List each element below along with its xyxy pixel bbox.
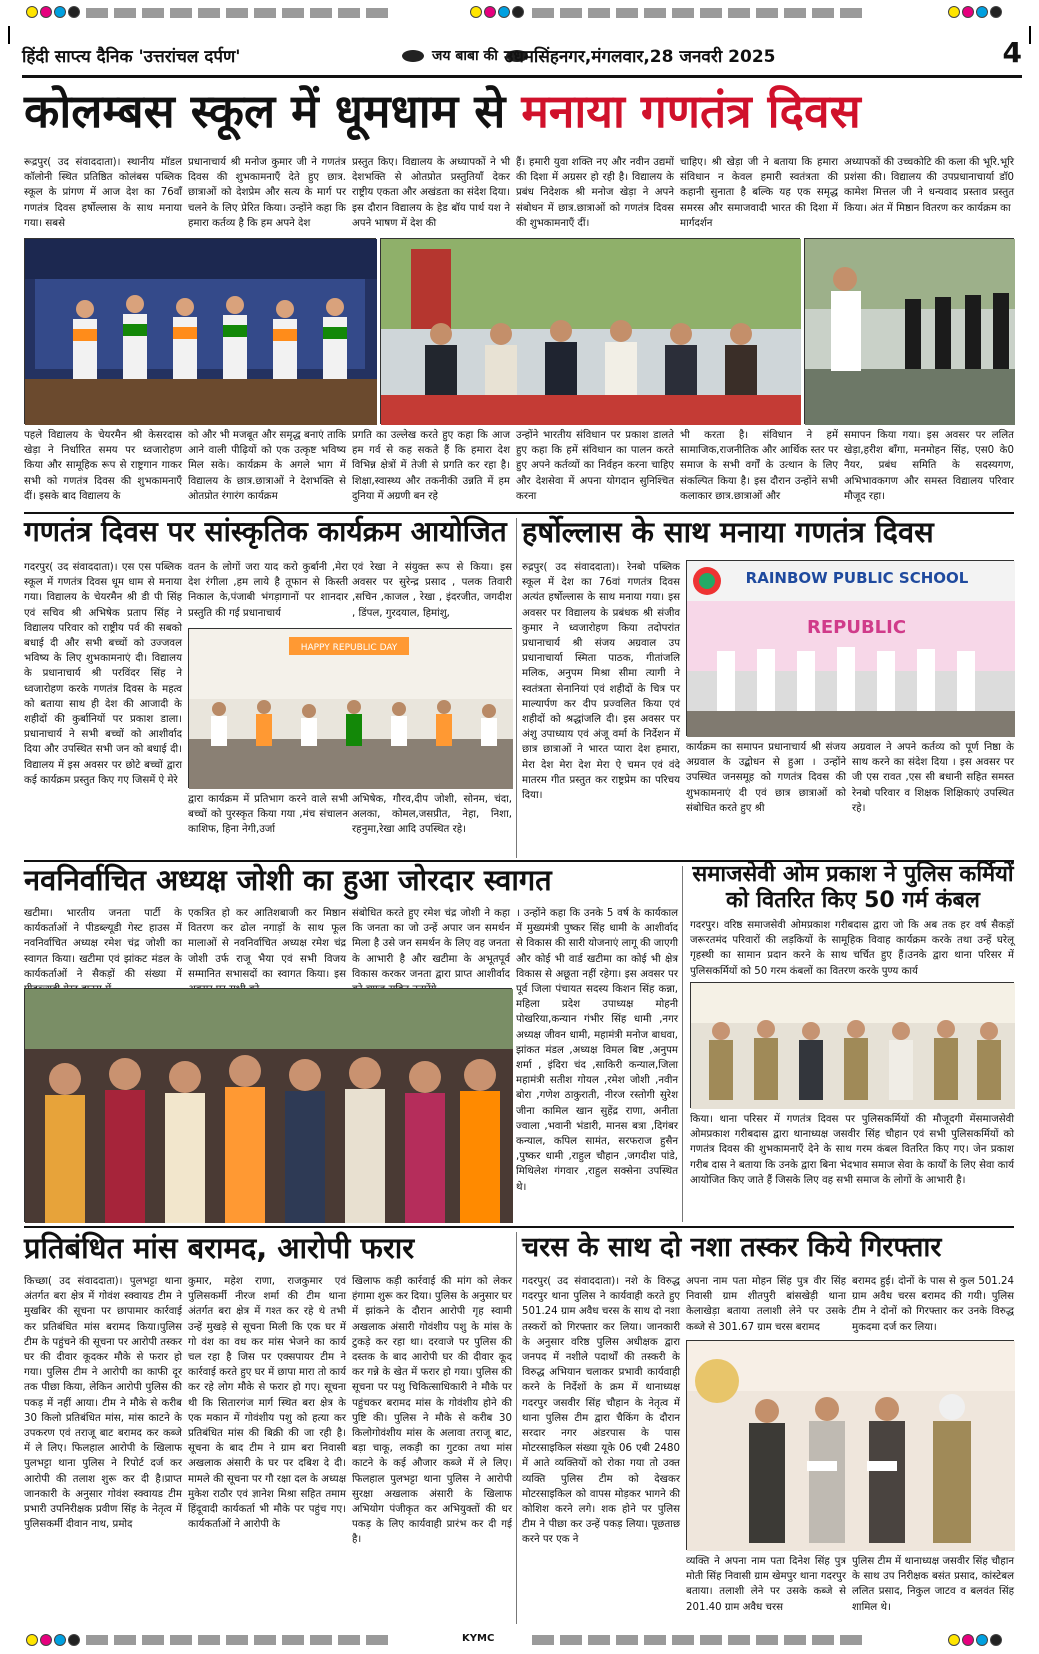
story1-col: चाहिए। श्री खेड़ा जी ने बताया कि हमारा संविधान न केवल हमारी स्वतंत्रता की कहानी सुनाता है बल्कि यह एक समृद्ध समरस और समाजवादी भारत की दिशा में मार्गदर्शन [680, 157, 838, 229]
story2-col: वतन के लोगों जरा याद करो कुर्बानी ,मेरा देश रंगीला ,हम लाये है तूफान से किस्ती निकाल के,पंजाबी भंगड़ागानों पर शानदार प्रस्तुति की गई प्रधानाचार्य [188, 562, 348, 619]
story1-col: भी करता है। संविधान ने हमें सामाजिक,राजनीतिक और आर्थिक स्तर पर समाज के सभी वर्गों के उत्थान के लिए संकल्पित किया है। इस दौरान उन्होंने सभी कलाकार छात्र.छात्राओं और [680, 430, 838, 502]
story4-col: । उन्होंने कहा कि उनके 5 वर्ष के कार्यकाल में मुख्यमंत्री पुष्कर सिंह धामी के आशीर्वाद से विकास की सारी योजनाएं लागू की जाएगी और कोई भी वार्ड खटीमा का कोई भी क्षेत्र विकास से अछूता नहीं रहेगा। इस अवसर पर पूर्व जिला पंचायत सदस्य किशन सिंह कन्ना, महिला प्रदेश उपाध्यक्ष मोहनी पोखरिया,कन्यान गंभीर सिंह धामी ,नगर अध्यक्ष जीवन धामी, महामंत्री मनोज बाधवा, झांकत मंडल ,अध्यक्ष विमल बिष्ट ,अनुपम शर्मा , इंदिरा चंद ,साकिरी कन्याल,जिला महामंत्री सतीश गोयल ,रमेश जोशी ,नवीन बोरा ,गणेश ठाकुराती, नीरज रस्तोगी सुरेश जीना कामिल खान सुहेंद्र राणा, अनीता ज्वाला ,भवानी भंडारी, मानस बत्रा ,दिगंबर कन्याल, कपिल सामंत, सरफराज हुसैन ,पुष्कर धामी ,राहुल चौहान ,जगदीश पांडे, मिथिलेश गंगवार ,राहुल सक्सेना उपस्थित थे। [516, 908, 678, 1193]
slogan-text: जय बाबा की [432, 48, 498, 64]
story7-col: पुलिस टीम में थानाध्यक्ष जसवीर सिंह चौहान के साथ उप निरीक्षक बसंत प्रसाद, कांस्टेबल ललित प्रसाद, निकुल जाटव व बलवंत सिंह शामिल थे। [852, 1556, 1014, 1613]
gray-bars [532, 8, 862, 18]
story1-col: रूद्रपुर( उद संवाददाता)। स्थानीय मॉडल कॉलोनी स्थित प्रतिष्ठित कोलंबस पब्लिक स्कूल के प्रांगण में आज देश का 76वाँ गणतंत्र दिवस हर्षोल्लास के साथ मनाया गया। सबसे [24, 157, 182, 229]
gray-bars [86, 8, 388, 18]
photo-rainbow-school [686, 560, 1014, 736]
story7-headline: चरस के साथ दो नशा तस्कर किये गिरफ्तार [522, 1232, 942, 1263]
banner-text: HAPPY REPUBLIC DAY [300, 643, 398, 653]
story7-col: गदरपुर( उद संवाददाता)। नशे के विरुद्ध गदरपुर थाना पुलिस ने कार्यवाही करते हुए 501.24 ग्राम अवैध चरस के साथ दो नशा तस्करों को गिरफ्तार कर लिया। जानकारी के अनुसार वरिष्ठ पुलिस अधीक्षक द्वारा जनपद में नशीले पदार्थों की तस्करी के विरुद्ध अभियान चलाकर प्रभावी कार्यवाही करने के निर्देशों के क्रम में थानाध्यक्ष गदरपुर जसवीर सिंह चौहान के नेतृत्व में थाना पुलिस टीम द्वारा चैकिंग के दौरान सरदार नगर अंडरपास के पास मोटरसाइकिल संख्या यूके 06 एबी 2480 में आते व्यक्तियों को रोका गया तो उक्त व्यक्ति पुलिस टीम को देखकर मोटरसाइकिल को वापस मोड़कर भागने की कोशिश करने लगे। शक होने पर पुलिस टीम ने पीछा कर उन्हें पकड़ लिया। पूछताछ करने पर एक ने [522, 1276, 680, 1546]
story1-col: प्रस्तुत किए। विद्यालय के अध्यापकों ने भी देशभक्ति से ओतप्रोत प्रस्तुतियाँ देकर राष्ट्रीय एकता और अखंडता का संदेश दिया। इस दौरान विद्यालय के हेड बॉय पार्थ यश ने अपने भाषण में देश की [352, 157, 510, 229]
story7-col: अपना नाम पता मोहन सिंह पुत्र वीर सिंह निवासी ग्राम शीतपुरी बांसखेड़ी थाना केलाखेड़ा बताया तलाशी लेने पर उसके कब्जे से 301.67 ग्राम चरस बरामद [686, 1276, 846, 1333]
photo-parade [804, 238, 1014, 424]
story2-col: अभिषेक, गौरव,दीप जोशी, सोनम, चंदा, अलका, कोमल,जसप्रीत, नेहा, निशा, रहनुमा,रेखा आदि उपस्थित रहे। [352, 794, 512, 836]
column-rule [516, 518, 517, 858]
story7-col: बरामद हुई। दोनों के पास से कुल 501.24 ग्राम अवैध चरस बरामद की गयी। पुलिस टीम ने दोनों को गिरफ्तार कर उनके विरुद्ध मुकदमा दर्ज कर लिया। [852, 1276, 1014, 1333]
story4-col: एकत्रित हो कर आतिशबाजी कर मिष्ठान वितरण कर ढोल नगाड़ों के साथ फूल मालाओं से नवनिर्वाचित अध्यक्ष रमेश चंद्र जोशी उर्फ राजू भैया एवं सभी विजय सम्मानित सभासदों का स्वागत किया। इस [188, 908, 346, 980]
headline-red-part: मनाया गणतंत्र दिवस [521, 84, 861, 138]
masthead [22, 38, 1022, 78]
story1-col: को और भी मजबूत और समृद्ध बनाएं ताकि आने वाली पीढ़ियों को एक उत्कृष्ट भविष्य मिल सके। कार्यक्रम के अगले भाग में विद्यालय के छात्र.छात्राओं ने देशभक्ति से ओतप्रोत रंगारंग कार्यक्रम [188, 430, 346, 502]
story2-headline: गणतंत्र दिवस पर सांस्कृतिक कार्यक्रम आयोजित [24, 515, 507, 548]
story6-col: किच्छा( उद संवाददाता)। पुलभट्टा थाना अंतर्गत बरा क्षेत्र में गोवंश स्क्वायड टीम ने मुखबिर की सूचना पर छापामार कार्रवाई कर प्रतिबंधित मांस बरामद किया।पुलिस टीम के पहुंचने की सूचना पर आरोपी तस्कर घर की दीवार कूदकर मौके से फरार हो गया। पुलिस टीम ने आरोपी का काफी दूर तक पीछा किया, लेकिन आरोपी पुलिस की पकड़ में नहीं आया। टीम ने मौके से करीब 30 किलो प्रतिबंधित मांस, मांस काटने के उपकरण एवं तराजू बाट बरामद कर कब्जे में ले लिए। फिलहाल आरोपी के खिलाफ पुलभट्टा थाना पुलिस ने रिपोर्ट दर्ज कर आरोपी की तलाश शुरू कर दी है।प्राप्त जानकारी के अनुसार गोवंश स्क्वायड टीम प्रभारी उपनिरीक्षक प्रवीण सिंह के नेतृत्व में पुलिसकर्मी दीवान नाथ, प्रमोद [24, 1276, 182, 1531]
photo-dignitaries [380, 238, 800, 424]
stage-text: REPUBLIC [807, 617, 907, 638]
section-divider [24, 1226, 1014, 1228]
story5-col: गदरपुर। वरिष्ठ समाजसेवी ओमप्रकाश गरीबदास द्वारा जो कि अब तक हर वर्ष सैकड़ों जरूरतमंद परिवारों की लड़कियों के सामूहिक विवाह कार्यक्रम करके तथा उन्हें घरेलू गृहस्थी का सामान प्रदान करने के साथ चर्चित हुए हैं।उनके द्वारा थाना परिसर में पुलिसकर्मियों को 50 गरम कंबलों का वितरण करके पुण्य कार्य [690, 920, 1014, 977]
page-number: 4 [1002, 36, 1022, 69]
color-dots [470, 6, 524, 18]
crop-mark [8, 26, 22, 44]
story3-col: अग्रवाल ने अपने कर्तव्य को पूर्ण निष्ठा के साथ करने का संदेश दिया । इस अवसर पर जी एस रावत ,एस सी बधानी सहित समस्त रेनबो परिवार व शिक्षक शिक्षिकाएं उपस्थित रहे। [852, 742, 1014, 814]
headline-black-part: कोलम्बस स्कूल में धूमधाम से [24, 84, 506, 138]
story1-col: अध्यापकों की उच्चकोटि की कला की भूरि.भूरि प्रशंसा की। विद्यालय की उपप्रधानाचार्या डॉ0 कामेश मित्तल जी ने धन्यवाद प्रस्ताव प्रस्तुत किया। अंत में मिष्ठान वितरण कर कार्यक्रम का [844, 157, 1014, 214]
story1-col: पहले विद्यालय के चेयरमैन श्री केसरदास खेड़ा ने निर्धारित समय पर ध्वजारोहण किया और सामूहिक रूप से राष्ट्रगान गाकर सभी को गणतंत्र दिवस की शुभकामनाएँ दीं। इसके बाद विद्यालय के [24, 430, 182, 502]
story4-col: खटीमा। भारतीय जनता पार्टी के कार्यकर्ताओं ने पीडब्ल्यूडी गेस्ट हाउस में नवनिर्वाचित अध्यक्ष रमेश चंद्र जोशी का स्वागत किया। खटीमा एवं झांकट मंडल के कार्यकर्ताओं ने सैकड़ों की संख्या में [24, 908, 182, 980]
color-dots [948, 6, 1002, 18]
school-banner-text: RAINBOW PUBLIC SCHOOL [745, 569, 969, 587]
story7-col: व्यक्ति ने अपना नाम पता दिनेश सिंह पुत्र मोती सिंह निवासी ग्राम खेमपुर थाना गदरपुर बताया। तलाशी लेने पर उसके कब्जे से 201.40 ग्राम अवैध चरस [686, 1556, 846, 1613]
bottom-registration-strip [0, 1628, 1039, 1654]
story3-col: रुद्रपुर( उद संवाददाता)। रेनबो पब्लिक स्कूल में देश का 76वां गणतंत्र दिवस अत्यंत हर्षोल्लास के साथ मनाया गया। इस अवसर पर विद्यालय के प्रबंधक श्री संजीव कुमार ने ध्वजारोहण किया तदोपरांत प्रधानाचार्य श्री संजय अग्रवाल उप प्रधानाचार्या स्मिता पाठक, गीतांजलि मलिक, अनुपम मिश्रा सीमा त्यागी ने स्वतंत्रता सेनानियां एवं शहीदों के चित्र पर माल्यार्पण कर दीप प्रज्वलित किया एवं शहीदों को श्रद्धांजलि दी। इस अवसर पर अंशु उपाध्याय एवं अंजू वर्मा के निर्देशन में छात्र छात्राओं ने भारत प्यारा देश हमारा, मेरा देश मेरा देश मेरा ऐ चमन एवं वंदे मातरम गीत प्रस्तुत कर राष्ट्रप्रेम का परिचय दिया। [522, 562, 680, 802]
color-dots [26, 6, 80, 18]
story1-col: समापन किया गया। इस अवसर पर ललित खेड़ा,हरीश बाँगा, मनमोहन सिंह, एस0 के0 नैयर, प्रबंध समिति के सदस्यगण, अभिभावकगण और समस्त विद्यालय परिवार मौजूद रहा। [844, 430, 1014, 502]
section-divider [24, 512, 1014, 514]
story3-col: कार्यक्रम का समापन प्रधानाचार्य श्री संजय अग्रवाल के उद्बोधन से हुआ । उन्होंने उपस्थित जनसमूह को गणतंत्र दिवस की शुभकामनाएं दी एवं छात्र छात्राओं को संबोधित करते हुए श्री [686, 742, 846, 814]
story1-headline [24, 84, 861, 138]
story4-col: संबोधित करते हुए रमेश चंद्र जोशी ने कहा कि जनता का जो उन्हें अपार जन समर्थन मिला है उसे जन समर्थन के लिए वह जनता के आभारी है और खटीमा के अभूतपूर्व विकास करकर जनता द्वारा प्राप्त आशीर्वाद [352, 908, 510, 980]
story5-headline: समाजसेवी ओम प्रकाश ने पुलिस कर्मियों को वितरित किए 50 गर्म कंबल [692, 862, 1014, 913]
column-rule [516, 1232, 517, 1624]
story3-headline: हर्षोल्लास के साथ मनाया गणतंत्र दिवस [522, 515, 934, 549]
story2-col: एवं रेखा ने संयुक्त रूप से किया। इस अवसर पर सुरेन्द्र प्रसाद , पलक तिवारी ,सचिन ,काजल , रेखा , इंदरजीत, जगदीश , डिंपल, गुरदयाल, हिमांशु, [352, 562, 512, 619]
photo-police-blankets [690, 982, 1014, 1108]
story4-headline: नवनिर्वाचित अध्यक्ष जोशी का हुआ जोरदार स्वागत [24, 863, 552, 897]
story1-col: हैं। हमारी युवा शक्ति नए और नवीन उद्यमों की दिशा में अग्रसर हो रही है। विद्यालय के प्रबंध निदेशक श्री मनोज खेड़ा ने अपने संबोधन में छात्र.छात्राओं को गणतंत्र दिवस की शुभकामनाएँ दीं। [516, 157, 674, 229]
photo-dance-performance [188, 628, 512, 788]
story2-col: गदरपुर( उद संवाददाता)। एस एस पब्लिक स्कूल में गणतंत्र दिवस धूम धाम से मनाया गया। विद्यालय के चेयरमैन श्री डी पी सिंह एवं सचिव श्री अभिषेक प्रताप सिंह ने विद्यालय परिवार को राष्ट्रीय पर्व की सबको बधाई दी और सभी बच्चों को उज्जवल भविष्य के लिए शुभकामनाएं दी। विद्यालय के प्रधानाचार्य श्री परविंदर सिंह ने ध्वजारोहण करके गणतंत्र दिवस के महत्व को बताया साथ ही देश की आजादी के शहीदों की कुर्बानियों पर प्रकाश डाला। प्रधानाचार्य ने सभी बच्चों को आशीर्वाद दिया और उपस्थित सभी जन को बधाई दी। विद्यालय में इस अवसर पर छोटे बच्चों द्वारा कई कार्यक्रम प्रस्तुत किए गए जिसमें ऐ मेरे [24, 562, 182, 786]
photo-school-stage [24, 238, 376, 424]
story5-col: किया। थाना परिसर में गणतंत्र दिवस पर पुलिसकर्मियों की मौजूदगी मेंसमाजसेवी ओमप्रकाश गरीबदास द्वारा थानाध्यक्ष जसवीर सिंह चौहान एवं सभी पुलिसकर्मियों को गणतंत्र दिवस की शुभकामनाएँ देने के साथ गरम कंबल वितरित किए गए। जेन प्रकाश गरीब दास ने बताया कि उनके द्वारा बिना भेदभाव समाज सेवा के कार्यों के लिए सेवा कार्य आयोजित किए जाते हैं जिसके लिए वह सभी समाज के लोगों के आभारी है। [690, 1114, 1014, 1186]
story6-headline: प्रतिबंधित मांस बरामद, आरोपी फरार [24, 1231, 415, 1265]
registration-strip [0, 0, 1039, 30]
photo-arrested-smugglers [686, 1340, 1014, 1550]
paper-name: हिंदी साप्त्य दैनिक 'उत्तरांचल दर्पण' [22, 47, 241, 67]
story1-col: उन्होंने भारतीय संविधान पर प्रकाश डालते हुए कहा कि हमें संविधान का पालन करते हुए अपने कर्तव्यों का निर्वहन करना चाहिए और देशसेवा में अपना योगदान सुनिश्चित करना [516, 430, 674, 502]
photo-welcome-crowd [24, 988, 512, 1222]
ornament-icon [402, 50, 424, 62]
story6-col: खिलाफ कड़ी कार्रवाई की मांग को लेकर हंगामा शुरू कर दिया। पुलिस के अनुसार घर में झांकने के दौरान आरोपी गृह स्वामी अखलाक अंसारी गोवंशीय पशु के मांस के टुकड़े कर रहा था। दरवाजे पर पुलिस की दस्तक के बाद आरोपी घर की दीवार कूद कर गन्ने के खेत में फरार हो गया। पुलिस की सूचना पर पशु चिकित्साधिकारी ने मौके पर पहुंचकर बरामद मांस के गोवंशीय होने की पुष्टि की। पुलिस ने मौके से करीब 30 किलोगोवंशीय मांस के अलावा तराजू बाट, बड़ा चाकू, लकड़ी का गुटका तथा मांस काटने के कई औजार कब्जे में ले लिए। फिलहाल पुलभट्टा थाना पुलिस ने आरोपी सुरक्षा अखलाक अंसारी के खिलाफ अभियोग पंजीकृत कर अभियुक्तों की धर पकड़ के लिए कार्यवाही प्रारंभ कर दी गई है। [352, 1276, 512, 1546]
story1-col: प्रगति का उल्लेख करते हुए कहा कि आज हम गर्व से कह सकते हैं कि हमारा देश विभिन्न क्षेत्रों में तेजी से प्रगति कर रहा है। शिक्षा,स्वास्थ्य और तकनीकी उन्नति में हम दुनिया में अग्रणी बन रहे [352, 430, 510, 502]
dateline: उधमसिंहनगर,मंगलवार,28 जनवरी 2025 [504, 47, 776, 67]
column-rule [682, 866, 683, 1222]
story6-col: कुमार, महेश राणा, राजकुमार एवं पुलिसकर्मी नीरज शर्मा की टीम थाना अंतर्गत बरा क्षेत्र में गश्त कर रहे थे तभी उन्हें मुखड़े से सूचना मिली कि एक घर में गो वंश का वध कर मांस भेजने का कार्य चल रहा है जिस पर एक्सपायर टीम ने कार्रवाई करते हुए घर में छापा मारा तो कार्य कर रहे लोग मौके से फरार हो गए। सूचना थी कि सितारगंज मार्ग स्थित बरा क्षेत्र के एक मकान में गोवंशीय पशु को हत्या कर प्रतिबंधित मांस की बिक्री की जा रही है। सूचना के बाद टीम ने ग्राम बरा निवासी अखलाक अंसारी के घर पर दबिश दे दी। मामले की सूचना पर गौ रक्षा दल के अध्यक्ष मुकेश राठौर एवं ज्ञानेश मिश्रा सहित तमाम हिंदूवादी कार्यकर्ता भी मौके पर पहुंच गए।कार्यकर्ताओं ने आरोपी के [188, 1276, 346, 1531]
footer-mark: KYMC [462, 1633, 495, 1644]
story2-col: द्वारा कार्यक्रम में प्रतिभाग करने वाले सभी बच्चों को पुरस्कृत किया गया ,मंच संचालन काशिफ, हिना नेगी,उर्जा [188, 794, 348, 836]
story1-col: प्रधानाचार्य श्री मनोज कुमार जी ने गणतंत्र दिवस की शुभकामनाएँ देते हुए छात्र. छात्राओं को देशप्रेम और सत्य के मार्ग पर चलने के लिए प्रेरित किया। उन्होंने कहा कि हमारा कर्तव्य है कि हम अपने देश [188, 157, 346, 229]
